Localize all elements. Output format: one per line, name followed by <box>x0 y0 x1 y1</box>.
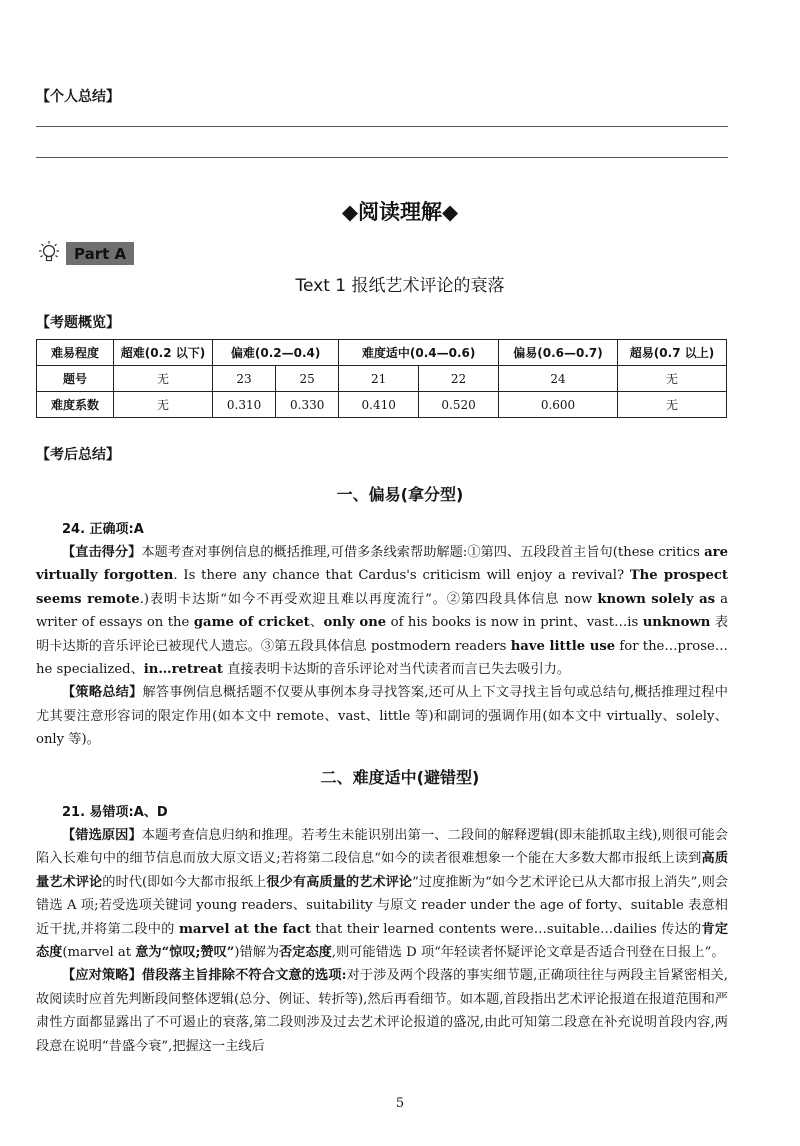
table-cell: 无 <box>114 392 213 418</box>
table-row <box>37 392 727 418</box>
q24-answer: 24. 正确项:A <box>62 522 144 537</box>
table-header-cell: 偏难(0.2—0.4) <box>213 340 339 366</box>
table-header-cell: 超易(0.7 以上) <box>618 340 727 366</box>
page-number: 5 <box>395 1096 405 1111</box>
table-cell: 21 <box>339 366 419 392</box>
table-header-row <box>37 340 727 366</box>
table-header-cell: 难度适中(0.4—0.6) <box>339 340 499 366</box>
part2-body <box>36 824 728 1058</box>
table-header-cell: 偏易(0.6—0.7) <box>499 340 618 366</box>
table-cell: 0.410 <box>339 392 419 418</box>
part2-heading: 二、难度适中(避错型) <box>320 768 480 787</box>
table-row-label: 题号 <box>37 366 114 392</box>
table-header-cell: 超难(0.2 以下) <box>114 340 213 366</box>
part2-paragraph-2: 【应对策略】借段落主旨排除不符合文意的选项:对于涉及两个段落的事实细节题,正确项往往与两段主旨紧密相关,故阅读时应首先判断段间整体逻辑(总分、例证、转折等),然后再看细节。如本题,首段指出艺术评论报道在报道范围和严肃性方面都显露出了不可遏止的衰落,第二段则涉及过去艺术评论报道的盛况,由此可知第二段意在补充说明首段内容,两段意在说明“昔盛今衰”,把握这一主线后 <box>36 968 728 1054</box>
part2-paragraph-1: 【错选原因】本题考查信息归纳和推理。若考生未能识别出第一、二段间的解释逻辑(即未能抓取主线),则很可能会陷入长难句中的细节信息而放大原文语义;若将第二段信息“如今的读者很难想象一个能在大多数大都市报纸上读到高质量艺术评论的时代(即如今大都市报纸上很少有高质量的艺术评论”过度推断为“如今艺术评论已从大都市报上消失”,则会错选 A 项;若受选项关键词 young readers、suitability 与原文 reader under the age of forty、suitable 表意相近干扰,并将第二段中的 marvel at the fact that their learned contents were…suitable…dailies 传达的肯定态度(marvel at 意为“惊叹;赞叹”)错解为否定态度,则可能错选 D 项“年轻读者怀疑评论文章是否适合刊登在日报上”。 <box>36 828 729 961</box>
part1-paragraph-2: 【策略总结】解答事例信息概括题不仅要从事例本身寻找答案,还可从上下文寻找主旨句或总结句,概括推理过程中尤其要注意形容词的限定作用(如本文中 remote、vast、little 等)和副词的强调作用(如本文中 virtually、solely、only 等)。 <box>36 685 728 748</box>
table-row-label: 难度系数 <box>37 392 114 418</box>
part1-paragraph-1: 【直击得分】本题考查对事例信息的概括推理,可借多条线索帮助解题:①第四、五段段首主旨句(these critics are virtually forgotten. Is there any chance that Cardus's criticism will enjoy a revival? The prospect seems remote.)表明卡达斯“如今不再受欢迎且难以再度流行”。②第四段具体信息 now known solely as a writer of essays on the game of cricket、only one of his books is now in print、vast…is unknown 表明卡达斯的音乐评论已被现代人遗忘。③第五段具体信息 postmodern readers have little use for the…prose…he specialized、in…retreat 直接表明卡达斯的音乐评论对当代读者而言已失去吸引力。 <box>36 545 729 678</box>
table-row <box>37 366 727 392</box>
table-cell: 无 <box>618 392 727 418</box>
part1-body <box>36 541 728 752</box>
table-cell: 25 <box>276 366 339 392</box>
difficulty-table <box>36 339 727 418</box>
part-a-badge <box>36 240 134 266</box>
section-title: ◆阅读理解◆ <box>341 200 459 224</box>
table-cell: 0.520 <box>419 392 499 418</box>
part-a-label: Part A <box>66 242 134 265</box>
text-title: Text 1 报纸艺术评论的衰落 <box>295 276 505 296</box>
table-header-cell: 难易程度 <box>37 340 114 366</box>
write-line-2 <box>36 157 728 158</box>
table-cell: 无 <box>618 366 727 392</box>
q21-answer: 21. 易错项:A、D <box>62 805 168 820</box>
lightbulb-icon <box>36 240 62 266</box>
table-cell: 23 <box>213 366 276 392</box>
part1-heading: 一、偏易(拿分型) <box>336 485 464 504</box>
table-cell: 0.600 <box>499 392 618 418</box>
table-cell: 22 <box>419 366 499 392</box>
personal-summary-label: 【个人总结】 <box>36 89 120 105</box>
table-cell: 0.330 <box>276 392 339 418</box>
after-exam-label: 【考后总结】 <box>36 447 120 463</box>
table-cell: 24 <box>499 366 618 392</box>
write-line-1 <box>36 126 728 127</box>
table-cell: 0.310 <box>213 392 276 418</box>
table-cell: 无 <box>114 366 213 392</box>
overview-label: 【考题概览】 <box>36 315 120 331</box>
